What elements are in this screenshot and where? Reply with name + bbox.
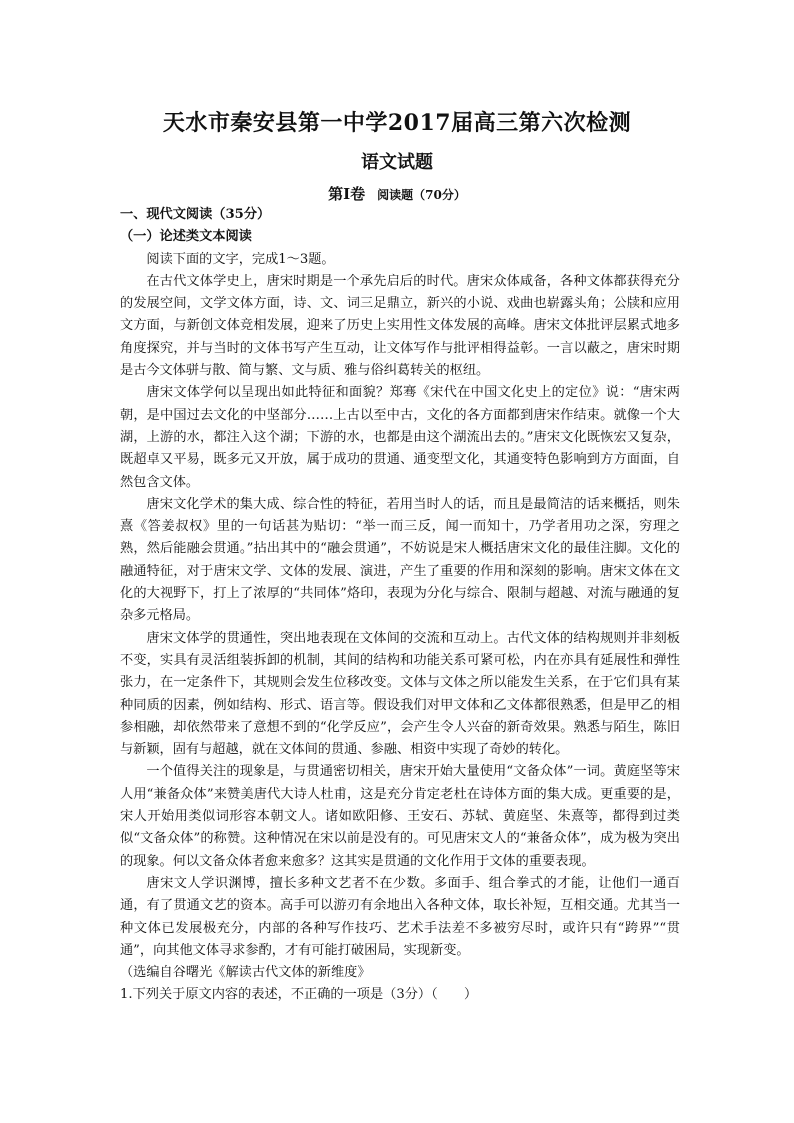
part-label: 第Ⅰ卷 xyxy=(328,185,366,203)
passage-paragraph: 在古代文体学史上，唐宋时期是一个承先启后的时代。唐宋众体咸备，各种文体都获得充分的发展空间，文学文体方面，诗、文、词三足鼎立，新兴的小说、戏曲也崭露头角；公牍和应用文方面，与新创文体竞相发展，迎来了历史上实用性文体发展的高峰。唐宋文体批评层累式地多角度探究，并与当时的文体书写产生互动，让文体写作与批评相得益彰。一言以蔽之，唐宋时期是古今文体骈与散、简与繁、文与质、雅与俗纠葛转关的枢纽。 xyxy=(120,273,680,379)
part-heading xyxy=(0,183,794,204)
part-sub-label: 阅读题（70分） xyxy=(377,188,466,202)
passage-paragraph: 一个值得关注的现象是，与贯通密切相关，唐宋开始大量使用“文备众体”一词。黄庭坚等宋人用“兼备众体”来赞美唐代大诗人杜甫，这是充分肯定老杜在诗体方面的集大成。更重要的是，宋人开始用类似词形容本朝文人。诸如欧阳修、王安石、苏轼、黄庭坚、朱熹等，都得到过类似“文备众体”的称赞。这种情况在宋以前是没有的。可见唐宋文人的“兼备众体”，成为极为突出的现象。何以文备众体者愈来愈多？这其实是贯通的文化作用于文体的重要表现。 xyxy=(120,764,680,869)
passage-paragraph: 唐宋文体学的贯通性，突出地表现在文体间的交流和互动上。古代文体的结构规则并非刻板不变，实具有灵活组装拆卸的机制，其间的结构和功能关系可紧可松，内在亦具有延展性和弹性张力，在一定条件下，其规则会发生位移改变。文体与文体之所以能发生关系，在于它们具有某种同质的因素，例如结构、形式、语言等。假设我们对甲文体和乙文体都很熟悉，但是甲乙的相参相融，却依然带来了意想不到的“化学反应”，会产生令人兴奋的新奇效果。熟悉与陌生，陈旧与新颖，固有与超越，就在文体间的贯通、参融、相资中实现了奇妙的转化。 xyxy=(120,630,680,758)
section-subheading: （一）论述类文本阅读 xyxy=(120,229,252,245)
exam-title: 天水市秦安县第一中学2017届高三第六次检测 xyxy=(162,110,632,136)
passage-source: （选编自谷曙光《解读古代文体的新维度》 xyxy=(120,965,371,981)
exam-content xyxy=(120,204,680,1007)
passage-paragraph: 唐宋文人学识渊博，擅长多种文艺者不在少数。多面手、组合拳式的才能，让他们一通百通，有了贯通文艺的资本。高手可以游刃有余地出入各种文体，取长补短，互相交通。尤其当一种文体已发展极充分，内部的各种写作技巧、艺术手法差不多被穷尽时，或许只有“跨界”“贯通”，向其他文体寻求参酌，才有可能打破困局，实现新变。 xyxy=(120,875,680,958)
passage-paragraph: 唐宋文化学术的集大成、综合性的特征，若用当时人的话，而且是最简洁的话来概括，则朱熹《答姜叔权》里的一句话甚为贴切：“举一而三反，闻一而知十，乃学者用功之深，穷理之熟，然后能融会贯通。”拈出其中的“融会贯通”，不妨说是宋人概括唐宋文化的最佳注脚。文化的融通特征，对于唐宋文学、文体的发展、演进，产生了重要的作用和深刻的影响。唐宋文体在文化的大视野下，打上了浓厚的“共同体”烙印，表现为分化与综合、限制与超越、对流与融通的复杂多元格局。 xyxy=(120,496,680,624)
passage-paragraph: 唐宋文体学何以呈现出如此特征和面貌？郑骞《宋代在中国文化史上的定位》说：“唐宋两朝，是中国过去文化的中坚部分……上古以至中古，文化的各方面都到唐宋作结束。就像一个大湖，上游的水，都注入这个湖；下游的水，也都是由这个湖流出去的。”唐宋文化既恢宏又复杂，既超卓又平易，既多元又开放，属于成功的贯通、通变型文化，其通变特色影响到方方面面，自然包含文体。 xyxy=(120,385,680,490)
question-1: 1.下列关于原文内容的表述，不正确的一项是（3分）（ ） xyxy=(120,987,478,1003)
reading-instruction: 阅读下面的文字，完成1～3题。 xyxy=(146,251,335,267)
section-heading: 一、现代文阅读（35分） xyxy=(120,207,271,222)
exam-subtitle: 语文试题 xyxy=(361,152,433,173)
